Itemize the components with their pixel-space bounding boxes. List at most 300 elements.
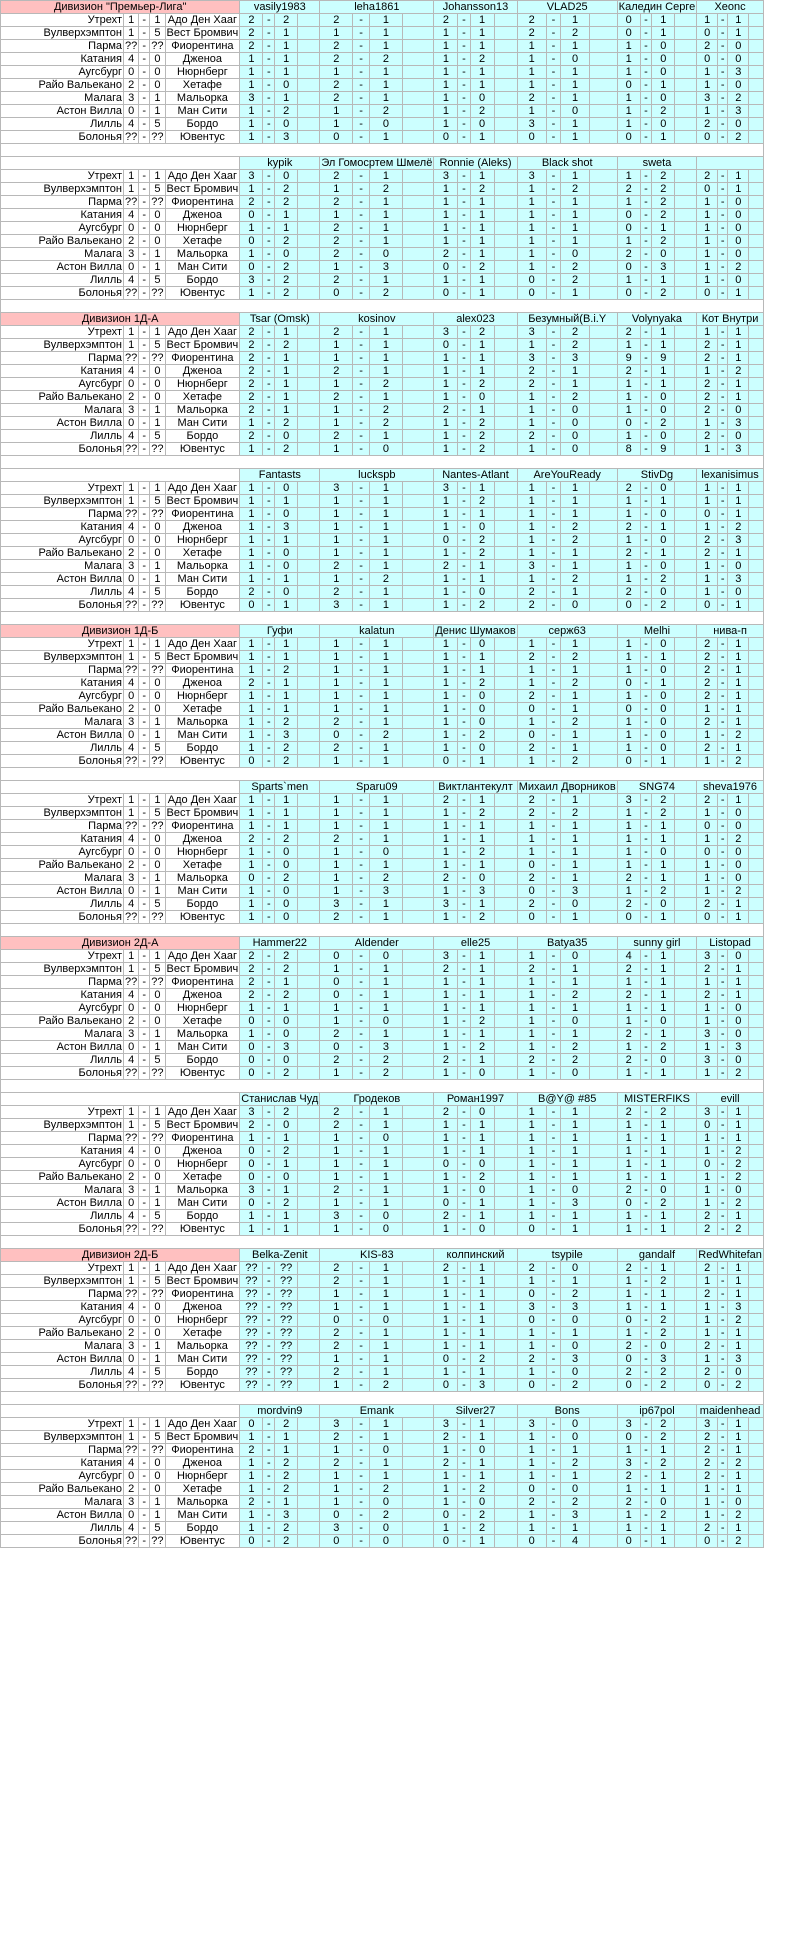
prediction-away[interactable]: 1 (369, 703, 402, 716)
prediction-home[interactable]: 1 (434, 508, 458, 521)
prediction-away[interactable]: 2 (275, 742, 298, 755)
prediction-away[interactable]: 0 (728, 820, 749, 833)
prediction-home[interactable]: 2 (320, 1431, 353, 1444)
prediction-away[interactable]: 0 (369, 248, 402, 261)
prediction-home[interactable]: 2 (617, 1106, 640, 1119)
prediction-away[interactable]: 1 (652, 911, 675, 924)
prediction-away[interactable]: 1 (275, 794, 298, 807)
prediction-home[interactable]: 2 (517, 898, 546, 911)
prediction-away[interactable]: 1 (652, 1535, 675, 1548)
prediction-home[interactable]: 1 (434, 430, 458, 443)
prediction-home[interactable]: 1 (697, 1184, 718, 1197)
prediction-away[interactable]: 1 (470, 820, 494, 833)
prediction-home[interactable]: 1 (434, 599, 458, 612)
prediction-away[interactable]: 1 (728, 170, 749, 183)
prediction-home[interactable]: 2 (320, 53, 353, 66)
prediction-home[interactable]: 0 (240, 1418, 263, 1431)
prediction-home[interactable]: 2 (697, 651, 718, 664)
prediction-home[interactable]: 1 (434, 859, 458, 872)
prediction-away[interactable]: 1 (369, 196, 402, 209)
prediction-away[interactable]: 1 (369, 1145, 402, 1158)
prediction-away[interactable]: 1 (728, 1327, 749, 1340)
player-name[interactable]: SNG74 (617, 781, 697, 794)
prediction-home[interactable]: 1 (697, 872, 718, 885)
prediction-home[interactable]: 1 (517, 976, 546, 989)
prediction-away[interactable]: 1 (561, 820, 590, 833)
prediction-home[interactable]: 1 (617, 105, 640, 118)
prediction-away[interactable]: 3 (275, 1509, 298, 1522)
prediction-away[interactable]: 0 (652, 1496, 675, 1509)
prediction-away[interactable]: 0 (561, 417, 590, 430)
prediction-away[interactable]: 2 (275, 833, 298, 846)
prediction-home[interactable]: 0 (434, 1509, 458, 1522)
prediction-away[interactable]: 2 (728, 1067, 749, 1080)
prediction-away[interactable]: 1 (561, 235, 590, 248)
prediction-home[interactable]: 2 (320, 1119, 353, 1132)
prediction-away[interactable]: 1 (275, 66, 298, 79)
prediction-away[interactable]: 1 (369, 1262, 402, 1275)
prediction-away[interactable]: 2 (275, 1145, 298, 1158)
prediction-home[interactable]: 1 (617, 560, 640, 573)
prediction-home[interactable]: 1 (320, 27, 353, 40)
prediction-home[interactable]: 2 (240, 1444, 263, 1457)
prediction-away[interactable]: 1 (470, 1028, 494, 1041)
prediction-away[interactable]: 2 (728, 1158, 749, 1171)
prediction-away[interactable]: ?? (275, 1288, 298, 1301)
prediction-home[interactable]: 1 (240, 859, 263, 872)
prediction-home[interactable]: 1 (320, 859, 353, 872)
prediction-home[interactable]: 0 (617, 703, 640, 716)
prediction-home[interactable]: 1 (320, 1496, 353, 1509)
prediction-home[interactable]: 3 (517, 118, 546, 131)
prediction-away[interactable]: 3 (728, 1041, 749, 1054)
prediction-home[interactable]: 3 (240, 170, 263, 183)
player-name[interactable]: Виктлантекулт (434, 781, 517, 794)
prediction-away[interactable]: 2 (728, 1314, 749, 1327)
prediction-home[interactable]: 0 (617, 1535, 640, 1548)
prediction-away[interactable]: 9 (652, 352, 675, 365)
prediction-home[interactable]: 3 (434, 950, 458, 963)
prediction-away[interactable]: 1 (728, 1340, 749, 1353)
prediction-home[interactable]: 1 (240, 898, 263, 911)
player-name[interactable]: mordvin9 (240, 1405, 320, 1418)
prediction-home[interactable]: 2 (240, 586, 263, 599)
prediction-away[interactable]: 1 (369, 1431, 402, 1444)
prediction-home[interactable]: 0 (240, 755, 263, 768)
prediction-away[interactable]: 1 (652, 976, 675, 989)
prediction-away[interactable]: 1 (369, 14, 402, 27)
prediction-away[interactable]: 3 (369, 885, 402, 898)
prediction-away[interactable]: 2 (470, 807, 494, 820)
prediction-away[interactable]: 1 (470, 1210, 494, 1223)
prediction-away[interactable]: 0 (470, 1106, 494, 1119)
prediction-home[interactable]: 0 (697, 53, 718, 66)
prediction-home[interactable]: 1 (240, 1483, 263, 1496)
prediction-home[interactable]: 1 (434, 105, 458, 118)
prediction-away[interactable]: 2 (470, 105, 494, 118)
prediction-home[interactable]: 0 (434, 534, 458, 547)
prediction-away[interactable]: 1 (369, 92, 402, 105)
prediction-away[interactable]: 2 (470, 183, 494, 196)
prediction-away[interactable]: 1 (275, 1158, 298, 1171)
prediction-away[interactable]: 1 (369, 352, 402, 365)
prediction-away[interactable]: 3 (275, 131, 298, 144)
prediction-away[interactable]: 2 (652, 1457, 675, 1470)
player-name[interactable]: Роман1997 (434, 1093, 517, 1106)
prediction-away[interactable]: 0 (652, 898, 675, 911)
prediction-away[interactable]: 1 (369, 794, 402, 807)
prediction-away[interactable]: 0 (275, 79, 298, 92)
prediction-home[interactable]: 1 (617, 508, 640, 521)
prediction-home[interactable]: 2 (320, 586, 353, 599)
prediction-home[interactable]: 2 (617, 1366, 640, 1379)
prediction-home[interactable]: 1 (434, 1444, 458, 1457)
prediction-home[interactable]: 0 (434, 1158, 458, 1171)
prediction-home[interactable]: 1 (617, 833, 640, 846)
prediction-home[interactable]: 1 (617, 170, 640, 183)
prediction-home[interactable]: 0 (320, 287, 353, 300)
prediction-home[interactable]: 1 (434, 40, 458, 53)
prediction-away[interactable]: 2 (369, 1379, 402, 1392)
prediction-home[interactable]: 1 (320, 339, 353, 352)
prediction-home[interactable]: 3 (617, 794, 640, 807)
prediction-away[interactable]: 0 (728, 859, 749, 872)
prediction-home[interactable]: 1 (517, 521, 546, 534)
prediction-away[interactable]: 2 (652, 209, 675, 222)
prediction-away[interactable]: 1 (561, 118, 590, 131)
prediction-away[interactable]: 1 (728, 651, 749, 664)
prediction-home[interactable]: 1 (320, 352, 353, 365)
prediction-away[interactable]: 1 (275, 677, 298, 690)
prediction-away[interactable]: 1 (369, 586, 402, 599)
prediction-away[interactable]: 1 (561, 1119, 590, 1132)
prediction-home[interactable]: 1 (697, 1002, 718, 1015)
prediction-away[interactable]: 1 (561, 1145, 590, 1158)
prediction-away[interactable]: 1 (470, 989, 494, 1002)
prediction-home[interactable]: 1 (617, 274, 640, 287)
prediction-home[interactable]: 3 (320, 1418, 353, 1431)
prediction-away[interactable]: 1 (561, 690, 590, 703)
prediction-away[interactable]: 1 (275, 1132, 298, 1145)
prediction-away[interactable]: 0 (470, 1158, 494, 1171)
prediction-away[interactable]: 1 (470, 1366, 494, 1379)
prediction-away[interactable]: 1 (470, 1418, 494, 1431)
prediction-away[interactable]: 1 (652, 1145, 675, 1158)
prediction-away[interactable]: 1 (561, 833, 590, 846)
prediction-home[interactable]: 1 (434, 209, 458, 222)
prediction-away[interactable]: 1 (470, 1457, 494, 1470)
prediction-home[interactable]: 1 (517, 495, 546, 508)
prediction-away[interactable]: 1 (561, 1028, 590, 1041)
player-name[interactable] (697, 157, 764, 170)
prediction-home[interactable]: 1 (617, 1015, 640, 1028)
prediction-away[interactable]: 1 (470, 898, 494, 911)
prediction-away[interactable]: 1 (652, 1288, 675, 1301)
prediction-away[interactable]: 0 (275, 118, 298, 131)
prediction-away[interactable]: 2 (652, 1327, 675, 1340)
prediction-away[interactable]: 1 (561, 508, 590, 521)
prediction-away[interactable]: 2 (561, 391, 590, 404)
prediction-away[interactable]: 1 (470, 1145, 494, 1158)
prediction-away[interactable]: 1 (470, 222, 494, 235)
prediction-away[interactable]: 1 (728, 1132, 749, 1145)
prediction-home[interactable]: 0 (517, 131, 546, 144)
prediction-home[interactable]: 1 (320, 1197, 353, 1210)
prediction-away[interactable]: 0 (652, 638, 675, 651)
prediction-away[interactable]: 1 (728, 794, 749, 807)
prediction-home[interactable]: 1 (697, 1132, 718, 1145)
prediction-home[interactable]: 1 (320, 534, 353, 547)
prediction-home[interactable]: 2 (320, 1106, 353, 1119)
prediction-home[interactable]: 1 (697, 1067, 718, 1080)
prediction-home[interactable]: 1 (240, 417, 263, 430)
prediction-away[interactable]: 2 (275, 1418, 298, 1431)
prediction-away[interactable]: 2 (470, 1509, 494, 1522)
prediction-home[interactable]: 2 (320, 1275, 353, 1288)
player-name[interactable]: kosinov (320, 313, 434, 326)
prediction-home[interactable]: 1 (617, 976, 640, 989)
prediction-away[interactable]: 0 (470, 1184, 494, 1197)
prediction-home[interactable]: 1 (320, 105, 353, 118)
prediction-home[interactable]: 1 (617, 664, 640, 677)
prediction-away[interactable]: 1 (470, 1288, 494, 1301)
prediction-away[interactable]: 1 (561, 560, 590, 573)
prediction-away[interactable]: 0 (275, 1119, 298, 1132)
prediction-home[interactable]: 1 (517, 820, 546, 833)
prediction-away[interactable]: ?? (275, 1379, 298, 1392)
prediction-home[interactable]: 1 (434, 742, 458, 755)
prediction-home[interactable]: 2 (320, 1184, 353, 1197)
player-name[interactable]: kalatun (320, 625, 434, 638)
prediction-away[interactable]: 1 (470, 508, 494, 521)
prediction-home[interactable]: 2 (320, 833, 353, 846)
prediction-home[interactable]: 0 (240, 1158, 263, 1171)
prediction-home[interactable]: 1 (240, 105, 263, 118)
prediction-home[interactable]: 2 (617, 482, 640, 495)
prediction-away[interactable]: 1 (561, 196, 590, 209)
prediction-home[interactable]: 1 (240, 1002, 263, 1015)
prediction-home[interactable]: 0 (240, 1145, 263, 1158)
prediction-home[interactable]: 2 (320, 92, 353, 105)
prediction-home[interactable]: 1 (320, 183, 353, 196)
prediction-away[interactable]: 0 (470, 391, 494, 404)
prediction-away[interactable]: 2 (470, 911, 494, 924)
prediction-home[interactable]: 1 (517, 1015, 546, 1028)
prediction-home[interactable]: 2 (697, 677, 718, 690)
prediction-away[interactable]: 0 (728, 807, 749, 820)
prediction-home[interactable]: 2 (617, 963, 640, 976)
prediction-home[interactable]: 1 (697, 1301, 718, 1314)
prediction-home[interactable]: 1 (517, 1340, 546, 1353)
prediction-home[interactable]: 2 (617, 1028, 640, 1041)
prediction-home[interactable]: 2 (320, 248, 353, 261)
prediction-away[interactable]: 0 (652, 716, 675, 729)
player-name[interactable]: Black shot (517, 157, 617, 170)
prediction-home[interactable]: 0 (697, 820, 718, 833)
prediction-away[interactable]: 1 (728, 1262, 749, 1275)
prediction-home[interactable]: 2 (617, 248, 640, 261)
prediction-home[interactable]: 2 (697, 1431, 718, 1444)
player-name[interactable]: sheva1976 (697, 781, 764, 794)
prediction-home[interactable]: 2 (434, 1431, 458, 1444)
prediction-away[interactable]: 3 (561, 1197, 590, 1210)
prediction-home[interactable]: 2 (697, 989, 718, 1002)
prediction-away[interactable]: 0 (728, 404, 749, 417)
prediction-away[interactable]: 2 (652, 1106, 675, 1119)
prediction-home[interactable]: 3 (240, 1184, 263, 1197)
prediction-home[interactable]: 1 (240, 547, 263, 560)
prediction-home[interactable]: 1 (320, 547, 353, 560)
player-name[interactable]: VLAD25 (517, 1, 617, 14)
prediction-home[interactable]: 2 (617, 1496, 640, 1509)
prediction-away[interactable]: 1 (561, 742, 590, 755)
prediction-home[interactable]: 1 (617, 1002, 640, 1015)
prediction-home[interactable]: 1 (434, 1171, 458, 1184)
prediction-away[interactable]: 2 (275, 664, 298, 677)
prediction-home[interactable]: 0 (617, 417, 640, 430)
prediction-home[interactable]: 1 (617, 1301, 640, 1314)
prediction-home[interactable]: 1 (240, 638, 263, 651)
prediction-home[interactable]: 0 (617, 14, 640, 27)
prediction-home[interactable]: 1 (434, 222, 458, 235)
prediction-home[interactable]: 1 (617, 1145, 640, 1158)
prediction-home[interactable]: 0 (617, 755, 640, 768)
prediction-home[interactable]: 1 (240, 1470, 263, 1483)
prediction-away[interactable]: 0 (369, 1210, 402, 1223)
prediction-home[interactable]: 1 (697, 859, 718, 872)
prediction-home[interactable]: 1 (434, 690, 458, 703)
prediction-away[interactable]: 1 (470, 209, 494, 222)
prediction-home[interactable]: 0 (617, 677, 640, 690)
prediction-home[interactable]: 2 (697, 1366, 718, 1379)
prediction-away[interactable]: 1 (728, 495, 749, 508)
prediction-away[interactable]: 2 (652, 1041, 675, 1054)
prediction-home[interactable]: 2 (697, 1444, 718, 1457)
prediction-home[interactable]: 1 (617, 729, 640, 742)
prediction-home[interactable]: 1 (434, 92, 458, 105)
prediction-away[interactable]: 3 (728, 1301, 749, 1314)
prediction-home[interactable]: 2 (240, 677, 263, 690)
prediction-away[interactable]: 1 (369, 1457, 402, 1470)
prediction-home[interactable]: 2 (697, 1288, 718, 1301)
prediction-away[interactable]: 2 (561, 651, 590, 664)
prediction-away[interactable]: 0 (652, 742, 675, 755)
prediction-home[interactable]: 1 (697, 1015, 718, 1028)
prediction-home[interactable]: 1 (434, 1288, 458, 1301)
prediction-home[interactable]: 1 (240, 742, 263, 755)
prediction-away[interactable]: 2 (561, 677, 590, 690)
prediction-away[interactable]: 1 (561, 703, 590, 716)
prediction-home[interactable]: 1 (434, 1522, 458, 1535)
prediction-home[interactable]: 3 (434, 898, 458, 911)
prediction-away[interactable]: 2 (470, 53, 494, 66)
prediction-away[interactable]: 1 (369, 976, 402, 989)
prediction-away[interactable]: 1 (561, 1171, 590, 1184)
prediction-home[interactable]: 1 (320, 404, 353, 417)
prediction-away[interactable]: 1 (728, 508, 749, 521)
prediction-away[interactable]: 1 (728, 1418, 749, 1431)
prediction-home[interactable]: 0 (517, 703, 546, 716)
prediction-home[interactable]: 1 (617, 391, 640, 404)
prediction-away[interactable]: 1 (561, 495, 590, 508)
prediction-home[interactable]: 3 (434, 1418, 458, 1431)
prediction-away[interactable]: 2 (652, 573, 675, 586)
prediction-away[interactable]: 1 (652, 14, 675, 27)
prediction-home[interactable]: 2 (240, 40, 263, 53)
prediction-away[interactable]: 2 (369, 378, 402, 391)
prediction-away[interactable]: 3 (275, 1041, 298, 1054)
prediction-home[interactable]: 1 (320, 963, 353, 976)
prediction-away[interactable]: 1 (275, 209, 298, 222)
prediction-away[interactable]: 1 (275, 1002, 298, 1015)
prediction-home[interactable]: 3 (697, 1054, 718, 1067)
prediction-away[interactable]: 2 (728, 1535, 749, 1548)
prediction-away[interactable]: 1 (275, 495, 298, 508)
prediction-home[interactable]: 1 (617, 118, 640, 131)
prediction-away[interactable]: 1 (470, 1197, 494, 1210)
prediction-away[interactable]: 0 (561, 105, 590, 118)
prediction-away[interactable]: 0 (728, 560, 749, 573)
prediction-away[interactable]: 1 (652, 989, 675, 1002)
prediction-away[interactable]: ?? (275, 1301, 298, 1314)
prediction-away[interactable]: 2 (561, 1041, 590, 1054)
prediction-home[interactable]: 1 (320, 261, 353, 274)
prediction-home[interactable]: 1 (320, 1379, 353, 1392)
prediction-home[interactable]: 0 (434, 287, 458, 300)
prediction-away[interactable]: 1 (728, 1470, 749, 1483)
prediction-home[interactable]: 1 (240, 183, 263, 196)
prediction-home[interactable]: 1 (434, 365, 458, 378)
prediction-home[interactable]: 0 (517, 1535, 546, 1548)
prediction-home[interactable]: 1 (617, 885, 640, 898)
prediction-home[interactable]: 1 (697, 417, 718, 430)
prediction-away[interactable]: 1 (728, 482, 749, 495)
prediction-away[interactable]: 2 (728, 1379, 749, 1392)
prediction-home[interactable]: 0 (617, 1314, 640, 1327)
prediction-away[interactable]: 1 (728, 963, 749, 976)
prediction-away[interactable]: 1 (561, 1444, 590, 1457)
prediction-home[interactable]: 2 (434, 794, 458, 807)
prediction-away[interactable]: 1 (652, 1223, 675, 1236)
prediction-away[interactable]: 1 (561, 872, 590, 885)
prediction-away[interactable]: 1 (369, 1002, 402, 1015)
prediction-away[interactable]: 1 (369, 170, 402, 183)
prediction-home[interactable]: 1 (320, 209, 353, 222)
prediction-home[interactable]: 0 (697, 599, 718, 612)
prediction-away[interactable]: 1 (561, 911, 590, 924)
prediction-away[interactable]: 1 (369, 326, 402, 339)
prediction-away[interactable]: 1 (275, 326, 298, 339)
prediction-away[interactable]: 1 (561, 1106, 590, 1119)
prediction-home[interactable]: 2 (617, 1262, 640, 1275)
prediction-away[interactable]: 1 (652, 547, 675, 560)
prediction-away[interactable]: 2 (728, 833, 749, 846)
prediction-away[interactable]: 1 (561, 638, 590, 651)
prediction-away[interactable]: 1 (652, 1301, 675, 1314)
prediction-home[interactable]: 1 (517, 1522, 546, 1535)
prediction-away[interactable]: 2 (561, 573, 590, 586)
prediction-home[interactable]: 0 (240, 1067, 263, 1080)
prediction-home[interactable]: 1 (320, 508, 353, 521)
prediction-home[interactable]: 2 (517, 742, 546, 755)
prediction-home[interactable]: 1 (434, 586, 458, 599)
prediction-away[interactable]: 2 (275, 105, 298, 118)
prediction-home[interactable]: 1 (434, 183, 458, 196)
prediction-away[interactable]: 0 (561, 1418, 590, 1431)
prediction-home[interactable]: 1 (434, 66, 458, 79)
prediction-home[interactable]: 1 (617, 1158, 640, 1171)
prediction-away[interactable]: 0 (561, 599, 590, 612)
